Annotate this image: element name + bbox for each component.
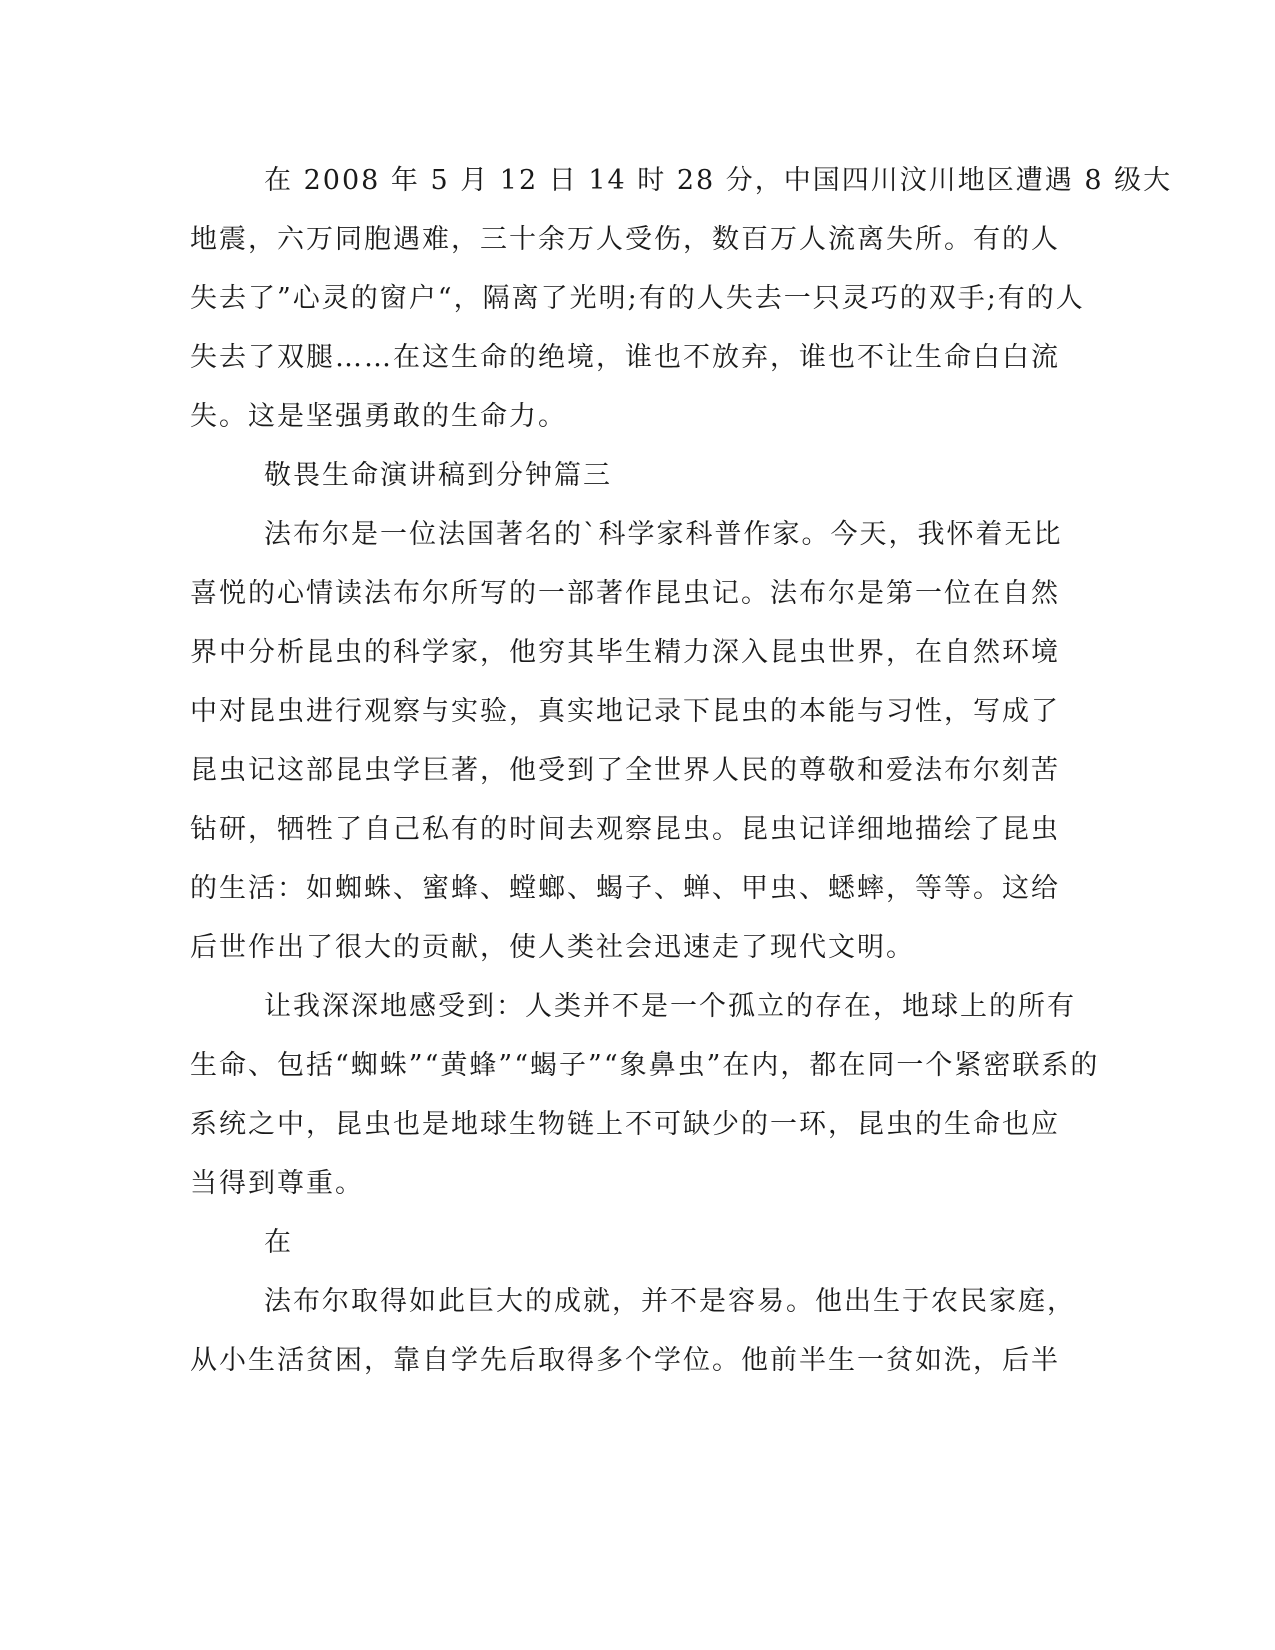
text-line: 喜悦的心情读法布尔所写的一部著作昆虫记。法布尔是第一位在自然: [190, 578, 1060, 609]
text-line: 系统之中，昆虫也是地球生物链上不可缺少的一环，昆虫的生命也应: [190, 1109, 1060, 1140]
section-heading: 敬畏生命演讲稿到分钟篇三: [264, 460, 612, 491]
text-line: 法布尔是一位法国著名的`科学家科普作家。今天，我怀着无比: [264, 519, 1063, 550]
text-line: 让我深深地感受到：人类并不是一个孤立的存在，地球上的所有: [264, 991, 1076, 1022]
text-line: 失去了”心灵的窗户“，隔离了光明;有的人失去一只灵巧的双手;有的人: [190, 283, 1085, 314]
text-line: 后世作出了很大的贡献，使人类社会迅速走了现代文明。: [190, 932, 915, 963]
text-line: 地震，六万同胞遇难，三十余万人受伤，数百万人流离失所。有的人: [190, 224, 1060, 255]
text-line: 失去了双腿……在这生命的绝境，谁也不放弃，谁也不让生命白白流: [190, 342, 1060, 373]
text-line: 生命、包括“蜘蛛”“黄蜂”“蝎子”“象鼻虫”在内，都在同一个紧密联系的: [190, 1050, 1100, 1081]
text-line: 界中分析昆虫的科学家，他穷其毕生精力深入昆虫世界，在自然环境: [190, 637, 1060, 668]
text-line: 钻研，牺牲了自己私有的时间去观察昆虫。昆虫记详细地描绘了昆虫: [190, 814, 1060, 845]
text-line: 昆虫记这部昆虫学巨著，他受到了全世界人民的尊敬和爱法布尔刻苦: [190, 755, 1060, 786]
text-line: 从小生活贫困，靠自学先后取得多个学位。他前半生一贫如洗，后半: [190, 1345, 1060, 1376]
text-line: 法布尔取得如此巨大的成就，并不是容易。他出生于农民家庭，: [264, 1286, 1076, 1317]
text-line: 在: [264, 1227, 293, 1258]
text-line: 的生活：如蜘蛛、蜜蜂、螳螂、蝎子、蝉、甲虫、蟋蟀，等等。这给: [190, 873, 1060, 904]
text-line: 失。这是坚强勇敢的生命力。: [190, 401, 567, 432]
text-line: 在 2008 年 5 月 12 日 14 时 28 分，中国四川汶川地区遭遇 8 级大: [264, 165, 1173, 196]
text-line: 中对昆虫进行观察与实验，真实地记录下昆虫的本能与习性，写成了: [190, 696, 1060, 727]
text-line: 当得到尊重。: [190, 1168, 364, 1199]
